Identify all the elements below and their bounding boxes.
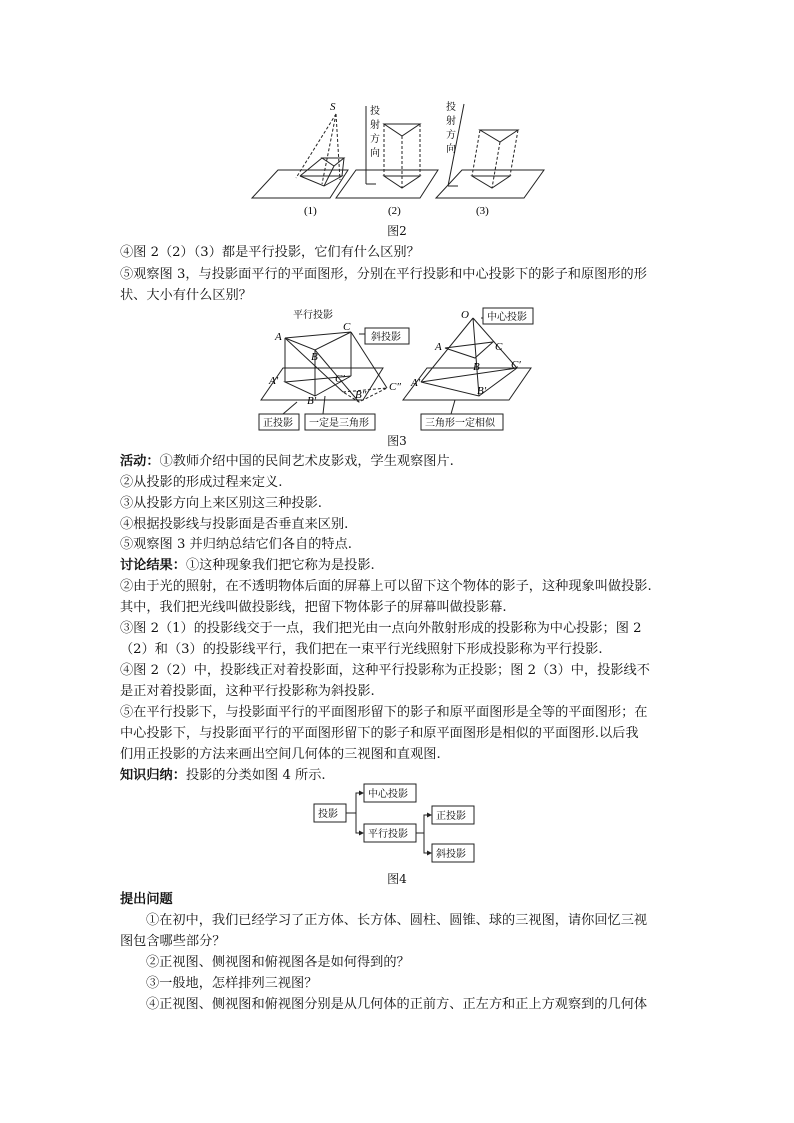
fig3-right-point-c1: C′ [511, 359, 521, 371]
fig3-point-b: B [311, 351, 318, 363]
fig3-right-point-a1: A′ [411, 377, 421, 389]
fig3-right-point-a: A [435, 341, 442, 353]
fig2-plane-1 [252, 170, 348, 198]
fig3-point-c2: C″ [389, 381, 401, 393]
discussion-line-10: 们用正投影的方法来画出空间几何体的三视图和直观图. [120, 747, 441, 762]
question-4: ④图 2（2）（3）都是平行投影，它们有什么区别？ [120, 245, 420, 260]
discussion-line-3: 其中，我们把光线叫做投影线，把留下物体影子的屏幕叫做投影幕. [120, 600, 507, 615]
induction-heading: 知识归纳： [120, 768, 186, 783]
discussion-line-2: ②由于光的照射，在不透明物体后面的屏幕上可以留下这个物体的影子，这种现象叫做投影. [120, 579, 652, 594]
fig4-ortho: 正投影 [436, 811, 466, 822]
fig3-point-b2: B″ [355, 389, 367, 401]
fig2-caption: 图2 [387, 224, 407, 238]
fig3-tag-center: 中心投影 [487, 312, 527, 323]
fig3-point-a: A [275, 331, 282, 343]
fig2-dir-char: 向 [446, 144, 456, 155]
discussion-heading: 讨论结果： [120, 558, 186, 573]
fig3-right-point-b: B [473, 361, 480, 373]
fig3-point-a1: A′ [269, 375, 279, 387]
activity-line-2: ②从投影的形成过程来定义. [120, 475, 283, 490]
fig3-point-o: O [461, 309, 469, 321]
questions-q2: ②正视图、侧视图和俯视图各是如何得到的？ [146, 955, 410, 970]
fig2-dir-char: 射 [370, 120, 380, 131]
fig2-dir-char: 投 [370, 106, 380, 117]
fig3-point-c: C [343, 321, 351, 333]
fig4-caption: 图4 [387, 872, 407, 886]
fig3-right-point-b1: B′ [477, 385, 487, 397]
activity-line-1 [120, 452, 682, 471]
activity-line-4: ④根据投影线与投影面是否垂直来区别. [120, 517, 349, 532]
fig3-tag-ortho: 正投影 [263, 418, 293, 429]
fig3-right-plane [403, 368, 531, 400]
questions-heading: 提出问题 [120, 892, 173, 907]
fig2-sub-label-2: (2) [388, 205, 401, 217]
fig3-tag-congruent: 一定是三角形 [309, 418, 369, 429]
questions-q1-line-1: ①在初中，我们已经学习了正方体、长方体、圆柱、圆锥、球的三视图，请你回忆三视 [146, 913, 648, 928]
question-5-line-1: ⑤观察图 3，与投影面平行的平面图形，分别在平行投影和中心投影下的影子和原图形的形 [120, 267, 647, 282]
activity-heading: 活动： [120, 454, 160, 469]
activity-text: ①教师介绍中国的民间艺术皮影戏，学生观察图片. [159, 454, 454, 469]
fig3-tag-oblique: 斜投影 [371, 332, 401, 343]
fig3-tag-similar: 三角形一定相似 [425, 418, 495, 429]
discussion-line-9: 中心投影下，与投影面平行的平面图形留下的影子和原平面图形是相似的平面图形.以后我 [120, 726, 639, 741]
fig3-point-b1: B′ [307, 395, 317, 407]
fig2-dir-char: 投 [446, 102, 456, 113]
figure-4 [312, 782, 484, 866]
discussion-line-7: 是正对着投影面，这种平行投影称为斜投影. [120, 684, 375, 699]
fig2-plane-2 [336, 170, 438, 198]
fig4-root: 投影 [318, 809, 338, 820]
questions-q4: ④正视图、侧视图和俯视图分别是从几何体的正前方、正左方和正上方观察到的几何体 [146, 997, 648, 1012]
fig2-label-s: S [330, 101, 336, 113]
activity-line-3: ③从投影方向上来区别这三种投影. [120, 496, 323, 511]
discussion-text: ①这种现象我们把它称为是投影. [185, 558, 375, 573]
fig2-dir-char: 向 [370, 148, 380, 159]
discussion-line-4: ③图 2（1）的投影线交于一点，我们把光由一点向外散射形成的投影称为中心投影；图 2 [120, 621, 642, 636]
fig2-sub-label-3: (3) [476, 205, 489, 217]
fig3-right-point-c: C [495, 341, 503, 353]
discussion-line-1 [120, 556, 682, 575]
question-5-line-2: 状、大小有什么区别？ [120, 288, 252, 303]
discussion-line-6: ④图 2（2）中，投影线正对着投影面，这种平行投影称为正投影；图 2（3）中，投影线不 [120, 663, 650, 678]
fig2-sub-label-1: (1) [304, 205, 317, 217]
fig2-dir-char: 方 [370, 134, 380, 145]
discussion-line-8: ⑤在平行投影下，与投影面平行的平面图形留下的影子和原平面图形是全等的平面图形；在 [120, 705, 648, 720]
fig3-left-title: 平行投影 [293, 310, 333, 321]
fig2-dir-char: 射 [446, 116, 456, 127]
fig3-point-c1: C′ [335, 373, 345, 385]
fig2-dir-char: 方 [446, 130, 456, 141]
fig3-caption: 图3 [387, 434, 407, 448]
fig4-oblique: 斜投影 [436, 849, 466, 860]
induction-text: 投影的分类如图 4 所示. [185, 768, 326, 783]
fig4-parallel: 平行投影 [368, 829, 408, 840]
activity-line-5: ⑤观察图 3 并归纳总结它们各自的特点. [120, 537, 352, 552]
fig4-center: 中心投影 [368, 789, 408, 800]
fig2-plane-3 [436, 170, 544, 198]
discussion-line-5: （2）和（3）的投影线平行，我们把在一束平行光线照射下形成投影称为平行投影. [120, 642, 603, 657]
figure-3 [255, 304, 540, 432]
figure-2 [248, 96, 548, 220]
questions-q3: ③一般地，怎样排列三视图？ [146, 976, 318, 991]
questions-q1-line-2: 图包含哪些部分？ [120, 934, 226, 949]
